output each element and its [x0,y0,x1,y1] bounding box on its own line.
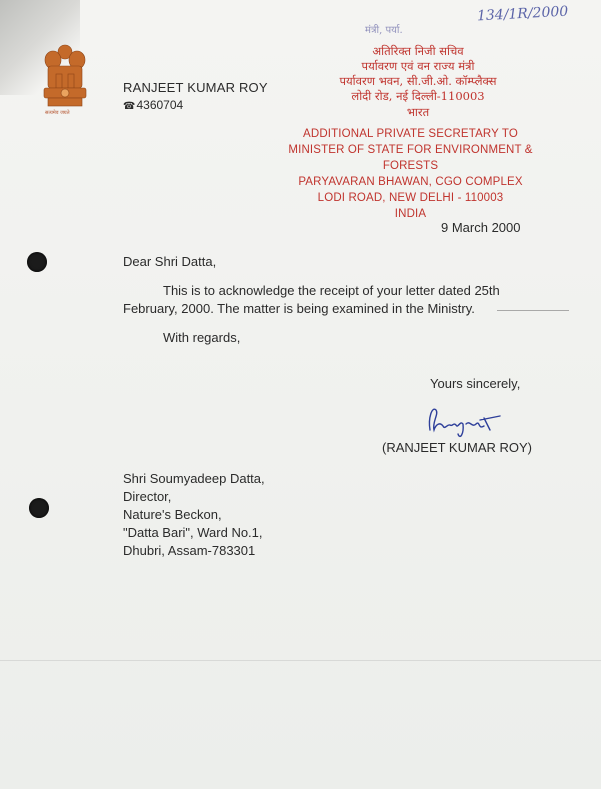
hindi-header-line-1: अतिरिक्त निजी सचिव [372,44,464,58]
hindi-header-line-5: भारत [406,105,430,119]
office-header [268,126,553,222]
faded-stamp: मंत्री, पर्या. [365,25,403,36]
hindi-header-line-3: पर्यावरण भवन, सी.जी.ओ. कॉम्प्लैक्स [339,74,497,88]
signature-icon [420,400,530,440]
office-header-line: LODI ROAD, NEW DELHI - 110003 [317,192,504,204]
punch-hole [27,252,47,272]
office-header-line: MINISTER OF STATE FOR ENVIRONMENT & FORESTS [288,144,533,172]
hindi-header-line-4: लोदी रोड, नई दिल्ली-110003 [351,89,485,103]
address-line: Director, [123,489,172,504]
stray-line [497,310,569,311]
regards: With regards, [163,330,241,345]
sender-phone [123,98,183,112]
handwritten-reference: 134/1R/2000 [476,3,569,25]
closing: Yours sincerely, [430,376,521,391]
telephone-icon: ☎ [123,101,136,112]
phone-number: 4360704 [136,98,184,112]
address-line: Nature's Beckon, [123,507,222,522]
address-line: "Datta Bari", Ward No.1, [123,525,263,540]
letter-date: 9 March 2000 [441,220,521,235]
address-line: Shri Soumyadeep Datta, [123,471,265,486]
emblem-motto: सत्यमेव जयते [45,110,70,116]
salutation: Dear Shri Datta, [123,254,217,269]
address-line: Dhubri, Assam-783301 [123,543,256,558]
office-header-line: PARYAVARAN BHAWAN, CGO COMPLEX [298,176,523,188]
paper-crease [0,660,601,661]
body-line: This is to acknowledge the receipt of your letter dated 25th [163,283,500,298]
signatory-name: (RANJEET KUMAR ROY) [382,440,532,455]
letter-body [123,282,533,318]
recipient-address [123,470,265,560]
office-header-line: ADDITIONAL PRIVATE SECRETARY TO [303,128,518,140]
punch-hole [29,498,49,518]
sender-name: RANJEET KUMAR ROY [123,80,268,95]
body-line: February, 2000. The matter is being examined in the Ministry. [123,301,475,316]
national-emblem-icon [40,40,90,120]
office-header-line: INDIA [394,208,427,220]
hindi-header-line-2: पर्यावरण एवं वन राज्य मंत्री [361,59,475,73]
